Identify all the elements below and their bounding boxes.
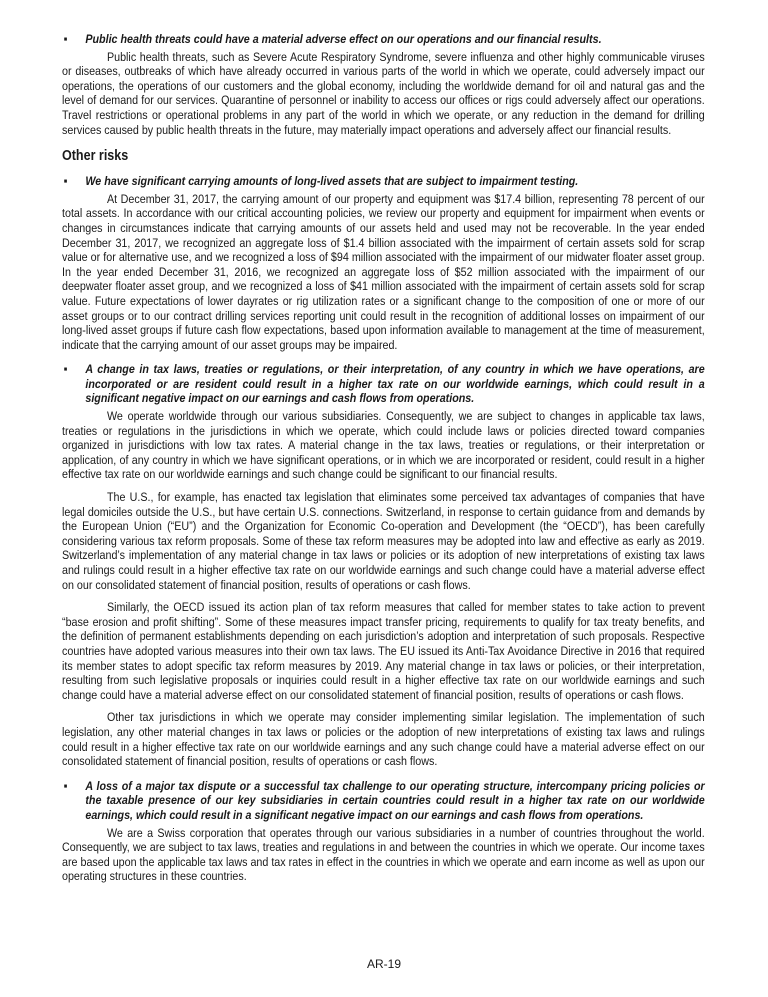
bullet-icon: ▪: [63, 174, 68, 189]
document-body: [62, 32, 705, 884]
risk-item-impairment: [62, 174, 705, 352]
paragraph: At December 31, 2017, the carrying amount of our property and equipment was $17.4 billion, representing 78 percent of our total assets. In accordance with our critical accounting policies, we review our property and equipment for impairment when events or changes in circumstances indicate that carrying amounts of our assets held and used may not be recoverable. In the year ended December 31, 2017, we recognized an aggregate loss of $1.4 billion associated with the impairment of certain assets sold for scrap value or for alternative use, and we recognized a loss of $94 million associated with the impairment of our midwater floater asset group. In the year ended December 31, 2016, we recognized an aggregate loss of $52 million associated with the impairment of our deepwater floater asset group, and we recognized a loss of $41 million associated with the impairment of certain assets sold for scrap value. Future expectations of lower dayrates or rig utilization rates or a significant change to the composition of one or more of our asset groups or to our contract drilling services reporting unit could result in the recognition of additional losses on impairment of our long-lived asset groups if future cash flow expectations, based upon information available to management at the time of measurement, indicate that the carrying amount of our asset groups may be impaired.: [62, 191, 705, 352]
paragraph: We are a Swiss corporation that operates through our various subsidiaries in a number of countries throughout the world. Consequently, we are subject to tax laws, treaties and regulations in and between the countries in which we operate. Our income taxes are based upon the applicable tax laws and tax rates in effect in the countries in which we operate and earn income as well as upon our operating structures in these countries.: [62, 825, 705, 884]
paragraph: Public health threats, such as Severe Acute Respiratory Syndrome, severe influenza and other highly communicable viruses or diseases, outbreaks of which have already occurred in various parts of the world in which we operate, could adversely impact our operations, the operations of our customers and the global economy, including the worldwide demand for oil and natural gas and the level of demand for our services. Quarantine of personnel or inability to access our offices or rigs could adversely affect our operations. Travel restrictions or operational problems in any part of the world in which we operate, or any reduction in the demand for drilling services caused by public health threats in the future, may materially impact operations and adversely affect our financial results.: [62, 49, 705, 137]
risk-heading-text: Public health threats could have a material adverse effect on our operations and our financial results.: [85, 32, 602, 46]
risk-heading: [62, 779, 705, 823]
risk-item-tax-dispute: [62, 779, 705, 884]
risk-heading-text: A change in tax laws, treaties or regulations, or their interpretation, of any country in which we have operations, are incorporated or are resident could result in a higher tax rate on our worldwide earnings, which could result in a significant negative impact on our earnings and cash flows from operations.: [85, 362, 705, 406]
paragraph: The U.S., for example, has enacted tax legislation that eliminates some perceived tax advantages of companies that have legal domiciles outside the U.S., but have certain U.S. connections. Switzerland, in response to certain guidance from and demands by the European Union (“EU”) and the Organization for Economic Co-operation and Development (the “OECD”), has been carefully considering various tax reform proposals. Some of these tax reform measures may be adopted into law and effective as early as 2019. Switzerland’s implementation of any material change in tax laws or policies or its adoption of new interpretations of existing tax laws and rulings could result in a higher effective tax rate on our worldwide earnings and such change could have a material adverse effect on our consolidated statement of financial position, results of operations or cash flows.: [62, 490, 705, 592]
risk-heading: [62, 174, 705, 189]
document-page: [62, 32, 705, 894]
section-title-other-risks: Other risks: [62, 148, 129, 165]
risk-heading-text: A loss of a major tax dispute or a successful tax challenge to our operating structure, intercompany pricing policies or the taxable presence of our key subsidiaries in certain countries could result in a higher tax rate on our worldwide earnings, which could result in a significant negative impact on our earnings and cash flows from operations.: [85, 778, 705, 822]
page-number: AR-19: [366, 957, 401, 971]
risk-heading: [62, 362, 705, 406]
paragraph: Other tax jurisdictions in which we operate may consider implementing similar legislation. The implementation of such legislation, any other material changes in tax laws or policies or the adoption of new interpretations of existing tax laws and rulings could result in a higher effective tax rate on our worldwide earnings and any such change could have a material adverse effect on our consolidated statement of financial position, results of operations or cash flows.: [62, 710, 705, 769]
risk-heading-text: We have significant carrying amounts of long-lived assets that are subject to impairment testing.: [85, 174, 579, 189]
risk-item-public-health: [62, 32, 705, 137]
bullet-icon: ▪: [63, 778, 68, 793]
bullet-icon: ▪: [63, 32, 68, 46]
paragraph: We operate worldwide through our various subsidiaries. Consequently, we are subject to changes in applicable tax laws, treaties or regulations in the jurisdictions in which we operate, which could include laws or policies directed toward companies organized in jurisdictions with low tax rates. A material change in the tax laws, treaties or regulations, or their interpretation or application, of any country in which we have significant operations, or in which we are incorporated or resident, could result in a higher effective tax rate on our worldwide earnings and such change could be significant to our financial results.: [62, 409, 705, 482]
risk-heading: [62, 32, 705, 47]
risk-item-tax-law-change: [62, 362, 705, 768]
bullet-icon: ▪: [63, 362, 68, 377]
paragraph: Similarly, the OECD issued its action plan of tax reform measures that called for member states to take action to prevent “base erosion and profit shifting”. Some of these measures impact transfer pricing, requirements to qualify for tax treaty benefits, and the definition of permanent establishments depending on each jurisdiction’s adoption and interpretation of such proposals. Respective countries have adopted various measures into their own tax laws. The EU issued its Anti-Tax Avoidance Directive in 2016 that required its member states to adopt specific tax reform measures by 2019. Any material change in tax laws or policies, or their interpretation, resulting from such legislative proposals or inquiries could result in a higher effective tax rate on our worldwide earnings and such change could have a material adverse effect on our consolidated statement of financial position, results of operations or cash flows.: [62, 600, 705, 702]
